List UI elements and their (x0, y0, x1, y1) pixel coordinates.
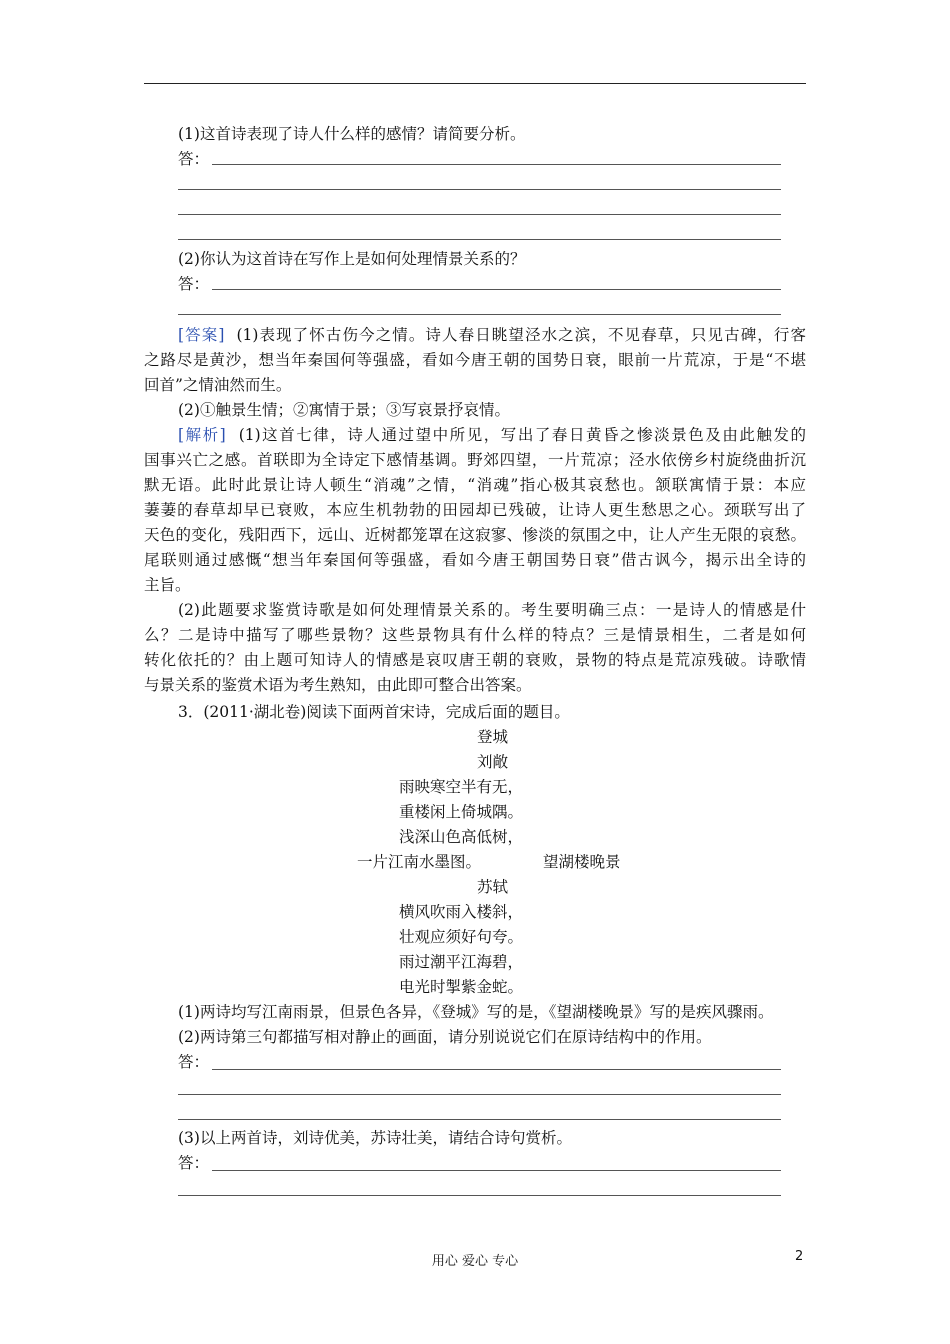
q3-sub3: (3)以上两首诗，刘诗优美，苏诗壮美，请结合诗句赏析。 (178, 1129, 572, 1147)
answer-label: 答： (178, 275, 210, 293)
analysis-line: 与景关系的鉴赏术语为考生熟知，由此即可整合出答案。 (144, 676, 532, 694)
poem1-line: 重楼闲上倚城隅。 (399, 803, 524, 821)
q3-sub1: (1)两诗均写江南雨景，但景色各异，《登城》写的是，《望湖楼晚景》写的是疾风骤雨。 (178, 1003, 774, 1021)
answer-line: 之路尽是黄沙，想当年秦国何等强盛，看如今唐王朝的国势日衰，眼前一片荒凉，于是“不堪 (144, 351, 806, 369)
q3-sub2: (2)两诗第三句都描写相对静止的画面，请分别说说它们在原诗结构中的作用。 (178, 1028, 712, 1046)
answer-blank[interactable] (212, 1170, 781, 1171)
analysis-line: 国事兴亡之感。首联即为全诗定下感情基调。野郊四望，一片荒凉；泾水依傍乡村旋绕曲折沉 (144, 451, 806, 469)
analysis-line: [解析] (1)这首七律，诗人通过望中所见，写出了春日黄昏之惨淡景色及由此触发的 (178, 426, 806, 444)
poem1-line: 一片江南水墨图。 (357, 853, 482, 871)
answer-blank[interactable] (178, 1119, 781, 1120)
answer-blank[interactable] (178, 239, 781, 240)
poem2-title: 望湖楼晚景 (543, 853, 621, 871)
analysis-line: 尾联则通过感慨“想当年秦国何等强盛，看如今唐王朝国势日衰”借古讽今，揭示出全诗的 (144, 551, 806, 569)
analysis-tag: [解析] (178, 426, 226, 444)
q1-sub2: (2)你认为这首诗在写作上是如何处理情景关系的？ (178, 250, 526, 268)
analysis-line: (2)此题要求鉴赏诗歌是如何处理情景关系的。考生要明确三点：一是诗人的情感是什 (178, 601, 806, 619)
poem2-line: 电光时掣紫金蛇。 (399, 978, 524, 996)
answer-tag: [答案] (178, 326, 225, 344)
poem1-line: 浅深山色高低树， (399, 828, 524, 846)
q3-heading: 3．(2011·湖北卷)阅读下面两首宋诗，完成后面的题目。 (178, 703, 570, 721)
analysis-line: 主旨。 (144, 576, 191, 594)
answer-line: [答案] (1)表现了怀古伤今之情。诗人春日眺望泾水之滨，不见春草，只见古碑，行客 (178, 326, 806, 344)
header-rule (144, 83, 806, 84)
poem1-author: 刘敞 (477, 753, 509, 771)
poem2-line: 壮观应须好句夸。 (399, 928, 524, 946)
answer-line: (2)①触景生情；②寓情于景；③写哀景抒哀情。 (178, 401, 510, 419)
answer-label: 答： (178, 150, 210, 168)
poem2-author: 苏轼 (477, 878, 509, 896)
answer-blank[interactable] (212, 1069, 781, 1070)
q1-sub1: (1)这首诗表现了诗人什么样的感情？请简要分析。 (178, 125, 526, 143)
analysis-line: 萋萋的春草却早已衰败，本应生机勃勃的田园却已残破，让诗人更生愁思之心。颈联写出了 (144, 501, 806, 519)
answer-label: 答： (178, 1053, 210, 1071)
analysis-line: 天色的变化，残阳西下，远山、近树都笼罩在这寂寥、惨淡的氛围之中，让人产生无限的哀愁。 (144, 526, 806, 544)
answer-blank[interactable] (212, 164, 781, 165)
poem1-title: 登城 (477, 728, 509, 746)
poem2-line: 雨过潮平江海碧， (399, 953, 524, 971)
answer-label: 答： (178, 1154, 210, 1172)
poem1-line: 雨映寒空半有无， (399, 778, 524, 796)
analysis-line: 转化依托的？由上题可知诗人的情感是哀叹唐王朝的衰败，景物的特点是荒凉残破。诗歌情 (144, 651, 806, 669)
analysis-line: 默无语。此时此景让诗人顿生“消魂”之情，“消魂”指心极其哀愁也。颔联寓情于景：本应 (144, 476, 806, 494)
answer-blank[interactable] (178, 314, 781, 315)
page-number: 2 (795, 1249, 804, 1264)
answer-blank[interactable] (178, 189, 781, 190)
answer-blank[interactable] (178, 214, 781, 215)
answer-blank[interactable] (178, 1195, 781, 1196)
answer-blank[interactable] (178, 1094, 781, 1095)
poem2-line: 横风吹雨入楼斜， (399, 903, 524, 921)
answer-blank[interactable] (212, 289, 781, 290)
footer-text: 用心 爱心 专心 (431, 1254, 519, 1269)
answer-line: 回首”之情油然而生。 (144, 376, 292, 394)
analysis-line: 么？二是诗中描写了哪些景物？这些景物具有什么样的特点？三是情景相生，二者是如何 (144, 626, 806, 644)
